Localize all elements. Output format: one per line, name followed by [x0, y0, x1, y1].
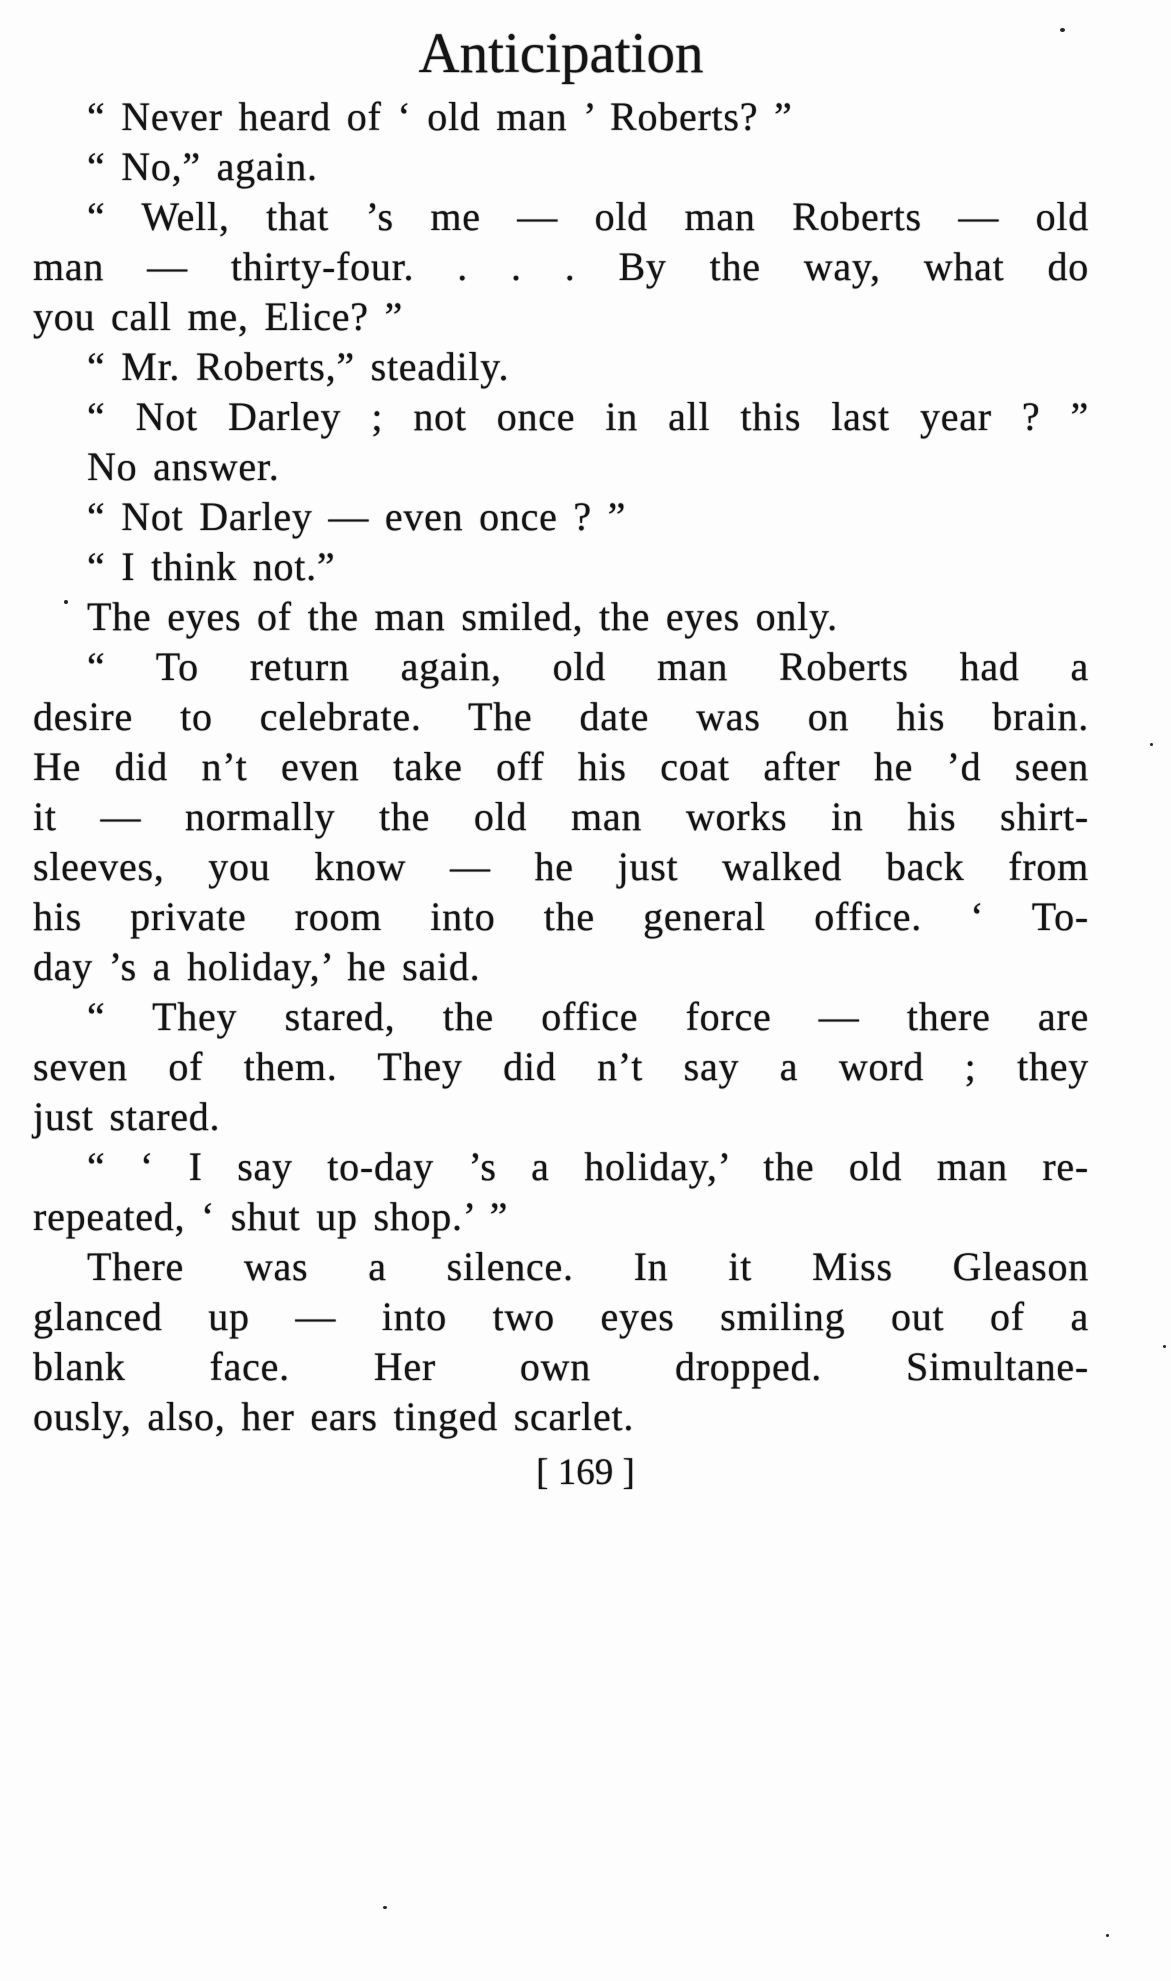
scan-speck: [383, 1906, 387, 1909]
text-line: “ I think not.”: [87, 544, 336, 589]
page-number: [ 169 ]: [536, 1452, 635, 1493]
text-line: No answer.: [87, 444, 280, 489]
scan-speck: [1150, 743, 1153, 746]
paragraph: [33, 142, 1089, 192]
paragraph: [33, 442, 1089, 492]
paragraph: [33, 992, 1089, 1142]
paragraph: [33, 192, 1089, 342]
text-line: desire to celebrate. The date was on his brain.: [33, 694, 1089, 739]
scan-speck: [1106, 1934, 1109, 1937]
text-line: “ They stared, the office force — there are: [87, 994, 1089, 1039]
text-line: you call me, Elice? ”: [33, 294, 404, 339]
text-block: [33, 92, 1089, 1442]
paragraph: [33, 592, 1089, 642]
text-line: ously, also, her ears tinged scarlet.: [33, 1394, 635, 1439]
text-line: just stared.: [33, 1094, 221, 1139]
text-line: There was a silence. In it Miss Gleason: [87, 1244, 1089, 1289]
text-line: repeated, ‘ shut up shop.’ ”: [33, 1194, 509, 1239]
scan-speck: [64, 600, 68, 604]
paragraph: [33, 1142, 1089, 1242]
text-line: “ Well, that ’s me — old man Roberts — old: [87, 194, 1089, 239]
paragraph: [33, 342, 1089, 392]
scan-speck: [1060, 28, 1065, 32]
text-line: “ Not Darley ; not once in all this last year ? ”: [87, 394, 1089, 439]
paragraph: [33, 542, 1089, 592]
paragraph: [33, 92, 1089, 142]
text-line: “ Not Darley — even once ? ”: [87, 494, 627, 539]
paragraph: [33, 642, 1089, 992]
text-line: “ Never heard of ‘ old man ’ Roberts? ”: [87, 94, 793, 139]
paragraph: [33, 1242, 1089, 1442]
text-line: He did n’t even take off his coat after he ’d seen: [33, 744, 1089, 789]
text-line: The eyes of the man smiled, the eyes only.: [87, 594, 838, 639]
text-line: his private room into the general office. ‘ To-: [33, 894, 1089, 939]
text-line: “ To return again, old man Roberts had a: [87, 644, 1089, 689]
page-title: Anticipation: [418, 22, 704, 85]
paragraph: [33, 392, 1089, 442]
text-line: “ No,” again.: [87, 144, 318, 189]
text-line: “ Mr. Roberts,” steadily.: [87, 344, 510, 389]
scan-speck: [1163, 1345, 1166, 1348]
text-line: day ’s a holiday,’ he said.: [33, 944, 481, 989]
text-line: glanced up — into two eyes smiling out of a: [33, 1294, 1089, 1339]
text-line: “ ‘ I say to-day ’s a holiday,’ the old man re-: [87, 1144, 1089, 1189]
text-line: man — thirty-four. . . . By the way, what do: [33, 244, 1089, 289]
text-line: seven of them. They did n’t say a word ; they: [33, 1044, 1089, 1089]
text-line: blank face. Her own dropped. Simultane-: [33, 1344, 1089, 1389]
text-line: sleeves, you know — he just walked back from: [33, 844, 1089, 889]
paragraph: [33, 492, 1089, 542]
text-line: it — normally the old man works in his shirt-: [33, 794, 1089, 839]
